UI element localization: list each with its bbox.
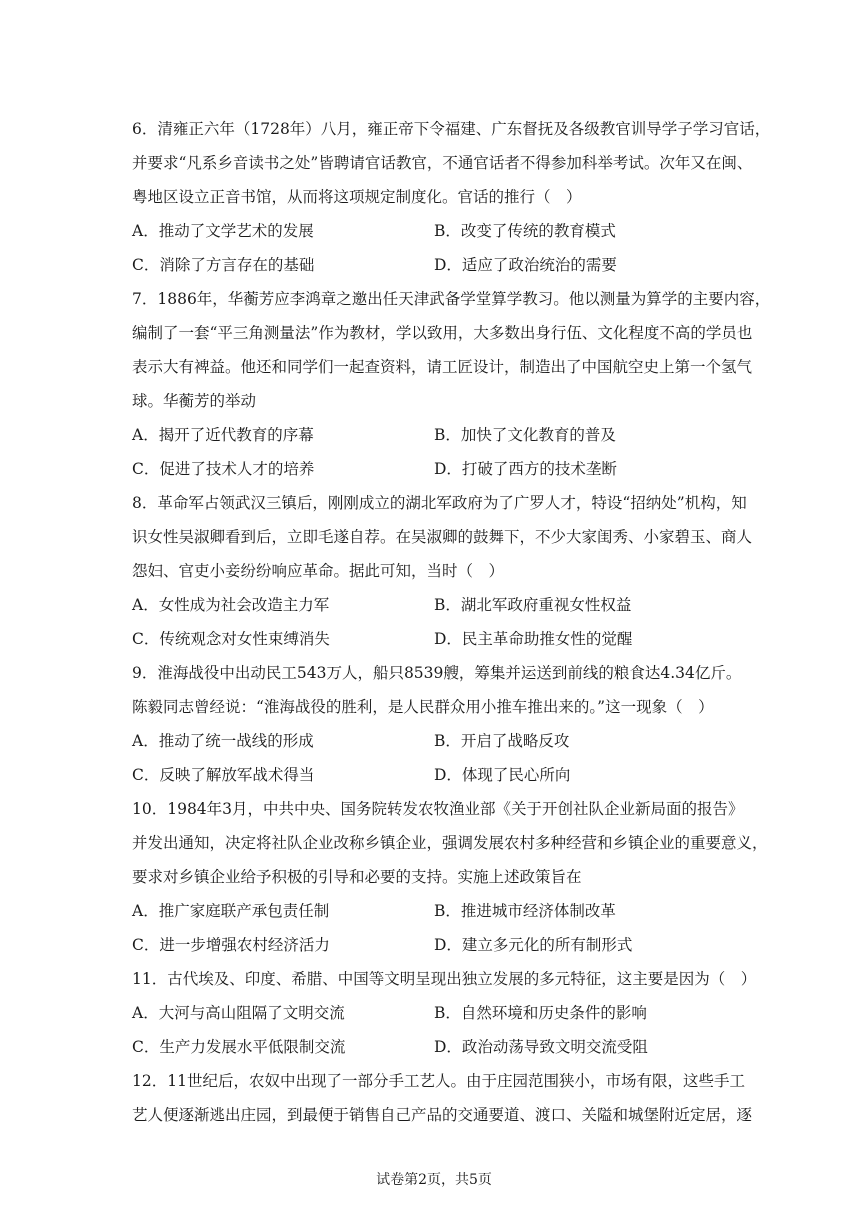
answer-option[interactable]: B．推进城市经济体制改革 [434,902,616,920]
question-10 [132,792,768,962]
option-row [132,894,744,928]
question-9 [132,656,744,792]
option-row [132,214,744,248]
answer-option[interactable]: A．大河与高山阻隔了文明交流 [132,1004,345,1022]
question-stem-line: 7．1886年，华蘅芳应李鸿章之邀出任天津武备学堂算学教习。他以测量为算学的主要内容， [132,290,771,308]
option-row [132,418,744,452]
answer-option[interactable]: B．自然环境和历史条件的影响 [434,1004,647,1022]
question-stem-line: 粤地区设立正音书馆，从而将这项规定制度化。官话的推行（ ） [132,188,582,206]
question-8 [132,486,753,656]
question-stem-line: 6．清雍正六年（1728年）八月，雍正帝下令福建、广东督抚及各级教官训导学子学习官话， [132,120,771,138]
question-7 [132,282,771,486]
question-stem-line: 怨妇、官吏小妾纷纷响应革命。据此可知，当时（ ） [132,562,505,580]
question-stem-line: 要求对乡镇企业给予积极的引导和必要的支持。实施上述政策旨在 [132,868,582,886]
question-stem-line: 并发出通知，决定将社队企业改称乡镇企业，强调发展农村多种经营和乡镇企业的重要意义， [132,834,768,852]
answer-option[interactable]: B．开启了战略反攻 [434,732,570,750]
answer-option[interactable]: D．建立多元化的所有制形式 [434,936,633,954]
answer-option[interactable]: C．进一步增强农村经济活力 [132,936,330,954]
answer-option[interactable]: A．推动了文学艺术的发展 [132,222,314,240]
question-stem-line: 编制了一套“平三角测量法”作为教材，学以致用，大多数出身行伍、文化程度不高的学员也 [132,324,753,342]
option-row [132,1030,744,1064]
question-stem-line: 球。华蘅芳的举动 [132,392,257,410]
option-row [132,724,744,758]
question-stem-line: 表示大有裨益。他还和同学们一起查资料，请工匠设计，制造出了中国航空史上第一个氢气 [132,358,753,376]
question-stem-line: 11．古代埃及、印度、希腊、中国等文明呈现出独立发展的多元特征，这主要是因为（ ） [132,970,757,988]
page-footer: 试卷第2页，共5页 [376,1172,492,1188]
question-stem-line: 12．11世纪后，农奴中出现了一部分手工艺人。由于庄园范围狭小，市场有限，这些手工 [132,1072,745,1090]
question-stem-line: 8．革命军占领武汉三镇后，刚刚成立的湖北军政府为了广罗人才，特设“招纳处”机构，知 [132,494,747,512]
option-row [132,996,744,1030]
answer-option[interactable]: B．加快了文化教育的普及 [434,426,616,444]
question-6 [132,112,771,282]
answer-option[interactable]: C．传统观念对女性束缚消失 [132,630,330,648]
option-row [132,588,744,622]
question-11 [132,962,757,1064]
answer-option[interactable]: D．打破了西方的技术垄断 [434,460,617,478]
question-stem-line: 艺人便逐渐逃出庄园，到最便于销售自己产品的交通要道、渡口、关隘和城堡附近定居，逐 [132,1106,753,1124]
answer-option[interactable]: A．女性成为社会改造主力军 [132,596,330,614]
question-stem-line: 9．淮海战役中出动民工543万人，船只8539艘，筹集并运送到前线的粮食达4.34亿斤。 [132,664,742,682]
answer-option[interactable]: C．生产力发展水平低限制交流 [132,1038,346,1056]
answer-option[interactable]: D．政治动荡导致文明交流受阻 [434,1038,648,1056]
option-row [132,622,744,656]
answer-option[interactable]: D．民主革命助推女性的觉醒 [434,630,633,648]
answer-option[interactable]: C．促进了技术人才的培养 [132,460,315,478]
question-list [132,112,771,1132]
option-row [132,758,744,792]
answer-option[interactable]: B．改变了传统的教育模式 [434,222,616,240]
question-stem-line: 并要求“凡系乡音读书之处”皆聘请官话教官，不通官话者不得参加科举考试。次年又在闽、 [132,154,753,172]
answer-option[interactable]: A．推动了统一战线的形成 [132,732,314,750]
answer-option[interactable]: A．揭开了近代教育的序幕 [132,426,314,444]
question-stem-line: 10．1984年3月，中共中央、国务院转发农牧渔业部《关于开创社队企业新局面的报告》 [132,800,744,818]
option-row [132,248,744,282]
answer-option[interactable]: C．反映了解放军战术得当 [132,766,315,784]
question-12 [132,1064,753,1132]
answer-option[interactable]: D．适应了政治统治的需要 [434,256,617,274]
answer-option[interactable]: C．消除了方言存在的基础 [132,256,315,274]
answer-option[interactable]: B．湖北军政府重视女性权益 [434,596,632,614]
question-stem-line: 陈毅同志曾经说：“淮海战役的胜利，是人民群众用小推车推出来的。”这一现象（ ） [132,698,714,716]
option-row [132,928,744,962]
answer-option[interactable]: D．体现了民心所向 [434,766,571,784]
answer-option[interactable]: A．推广家庭联产承包责任制 [132,902,330,920]
question-stem-line: 识女性吴淑卿看到后，立即毛遂自荐。在吴淑卿的鼓舞下，不少大家闺秀、小家碧玉、商人 [132,528,753,546]
option-row [132,452,744,486]
